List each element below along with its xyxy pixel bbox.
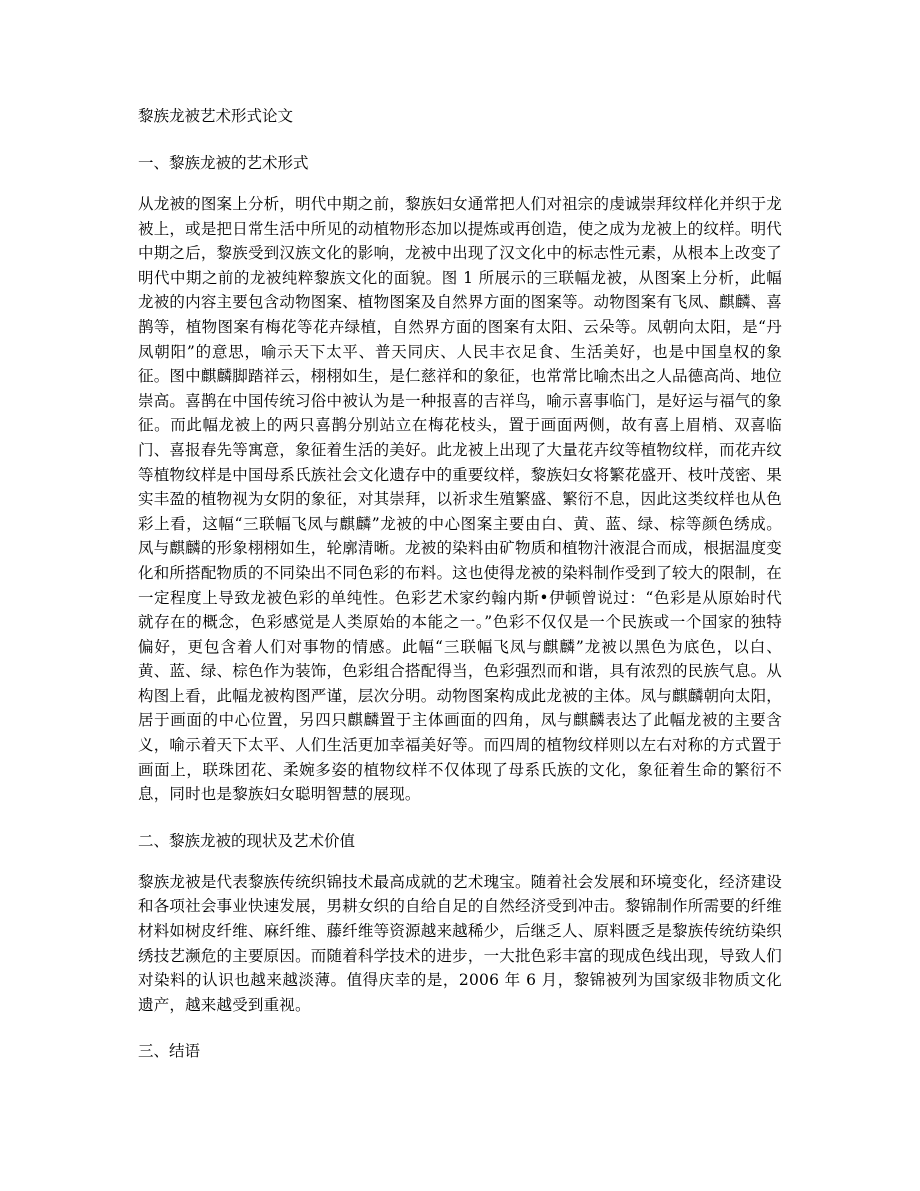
document-page bbox=[138, 104, 782, 1080]
section-paragraph-status-value: 黎族龙被是代表黎族传统织锦技术最高成就的艺术瑰宝。随着社会发展和环境变化，经济建设和各项社会事业快速发展，男耕女织的自给自足的自然经济受到冲击。黎锦制作所需要的纤维材料如树皮纤维、麻纤维、藤纤维等资源越来越稀少，后继乏人、原料匮乏是黎族传统纺染织绣技艺濒危的主要原因。而随着科学技术的进步，一大批色彩丰富的现成色线出现，导致人们对染料的认识也越来越淡薄。值得庆幸的是，2006 年 6 月，黎锦被列为国家级非物质文化遗产，越来越受到重视。 bbox=[138, 872, 782, 1014]
section-heading-conclusion: 三、结语 bbox=[138, 1042, 201, 1061]
section-paragraph-art-form: 从龙被的图案上分析，明代中期之前，黎族妇女通常把人们对祖宗的虔诚崇拜纹样化并织于龙被上，或是把日常生活中所见的动植物形态加以提炼或再创造，使之成为龙被上的纹样。明代中期之后，黎族受到汉族文化的影响，龙被中出现了汉文化中的标志性元素，从根本上改变了明代中期之前的龙被纯粹黎族文化的面貌。图 1 所展示的三联幅龙被，从图案上分析，此幅龙被的内容主要包含动物图案、植物图案及自然界方面的图案等。动物图案有飞凤、麒麟、喜鹊等，植物图案有梅花等花卉绿植，自然界方面的图案有太阳、云朵等。凤朝向太阳，是“丹凤朝阳”的意思，喻示天下太平、普天同庆、人民丰衣足食、生活美好，也是中国皇权的象征。图中麒麟脚踏祥云，栩栩如生，是仁慈祥和的象征，也常常比喻杰出之人品德高尚、地位崇高。喜鹊在中国传统习俗中被认为是一种报喜的吉祥鸟，喻示喜事临门，是好运与福气的象征。而此幅龙被上的两只喜鹊分别站立在梅花枝头，置于画面两侧，故有喜上眉梢、双喜临门、喜报春先等寓意，象征着生活的美好。此龙被上出现了大量花卉纹等植物纹样，而花卉纹等植物纹样是中国母系氏族社会文化遗存中的重要纹样，黎族妇女将繁花盛开、枝叶茂密、果实丰盈的植物视为女阴的象征，对其崇拜，以祈求生殖繁盛、繁衍不息，因此这类纹样也从色彩上看，这幅“三联幅飞凤与麒麟”龙被的中心图案主要由白、黄、蓝、绿、棕等颜色绣成。凤与麒麟的形象栩栩如生，轮廓清晰。龙被的染料由矿物质和植物汁液混合而成，根据温度变化和所搭配物质的不同染出不同色彩的布料。这也使得龙被的染料制作受到了较大的限制，在一定程度上导致龙被色彩的单纯性。色彩艺术家约翰内斯•伊顿曾说过：“色彩是从原始时代就存在的概念，色彩感觉是人类原始的本能之一。”色彩不仅仅是一个民族或一个国家的独特偏好，更包含着人们对事物的情感。此幅“三联幅飞凤与麒麟”龙被以黑色为底色，以白、黄、蓝、绿、棕色作为装饰，色彩组合搭配得当，色彩强烈而和谐，具有浓烈的民族气息。从构图上看，此幅龙被构图严谨，层次分明。动物图案构成此龙被的主体。凤与麒麟朝向太阳，居于画面的中心位置，另四只麒麟置于主体画面的四角，凤与麒麟表达了此幅龙被的主要含义，喻示着天下太平、人们生活更加幸福美好等。而四周的植物纹样则以左右对称的方式置于画面上，联珠团花、柔婉多姿的植物纹样不仅体现了母系氏族的文化，象征着生命的繁衍不息，同时也是黎族妇女聪明智慧的展现。 bbox=[138, 195, 782, 804]
section-heading-art-form: 一、黎族龙被的艺术形式 bbox=[138, 154, 309, 172]
section-heading-status-value: 二、黎族龙被的现状及艺术价值 bbox=[138, 831, 356, 850]
document-title: 黎族龙被艺术形式论文 bbox=[138, 107, 294, 125]
